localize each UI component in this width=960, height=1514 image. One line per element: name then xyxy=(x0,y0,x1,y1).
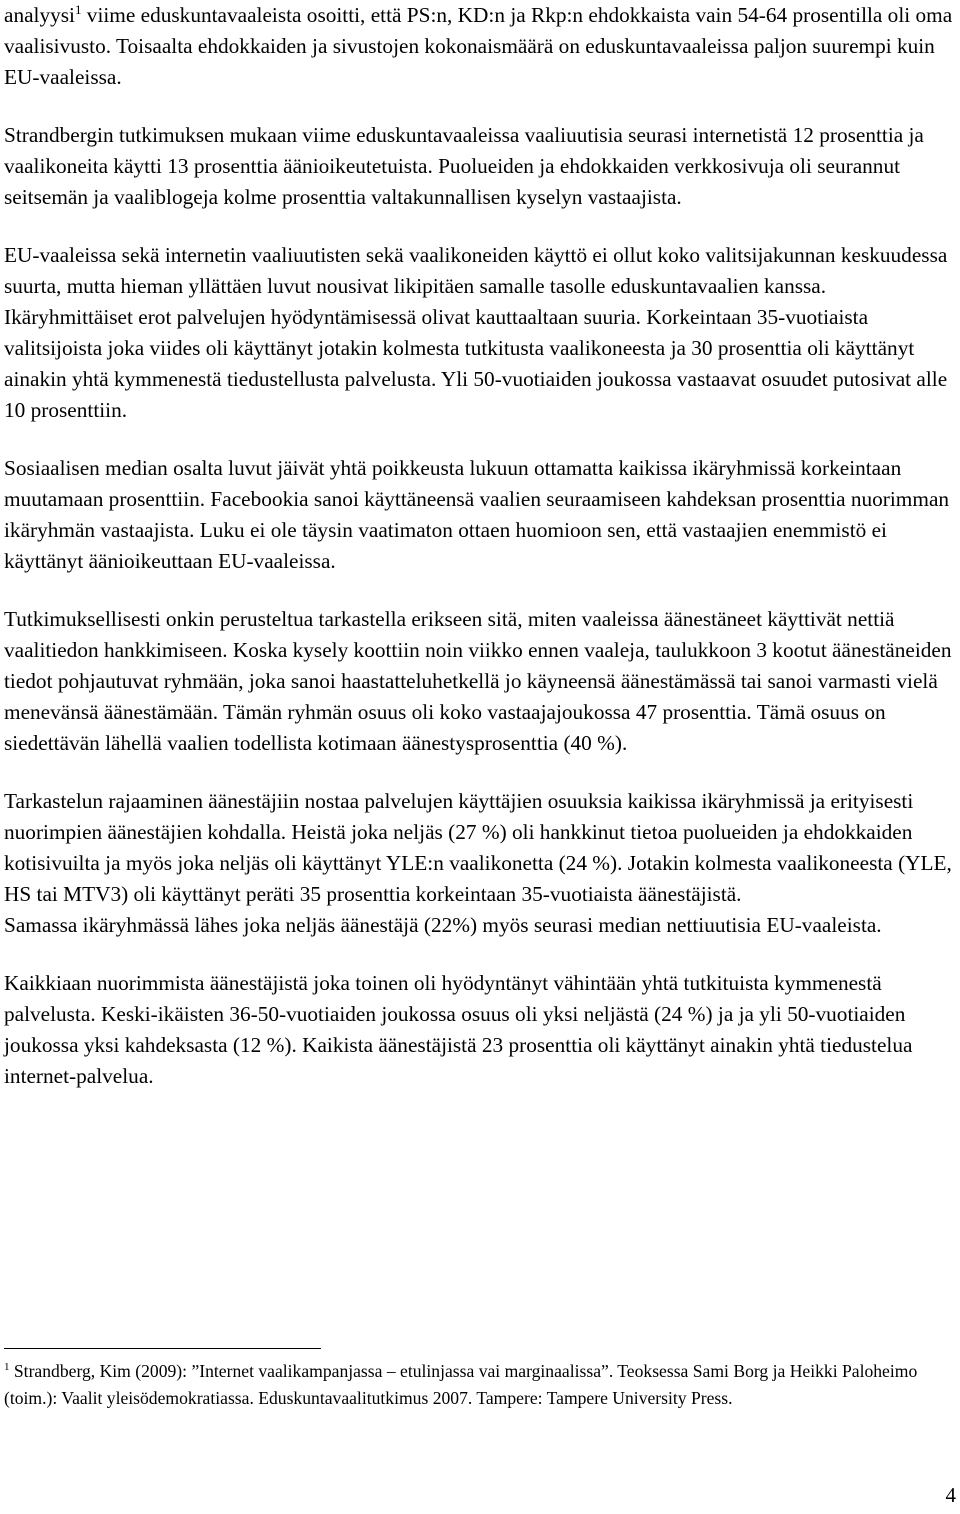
paragraph-7: Samassa ikäryhmässä lähes joka neljäs äänestäjä (22%) myös seurasi median nettiuutisia EU-vaaleista. xyxy=(4,913,882,937)
paragraph-6: Tarkastelun rajaaminen äänestäjiin nostaa palvelujen käyttäjien osuuksia kaikissa ikäryhmissä ja erityisesti nuorimpien äänestäjien kohdalla. Heistä joka neljäs (27 %) oli hankkinut tietoa puolueiden ja ehdokkaiden kotisivuilta ja myös joka neljäs oli käyttänyt YLE:n vaalikonetta (24 %). Jotakin kolmesta vaalikoneesta (YLE, HS tai MTV3) oli käyttänyt peräti 35 prosenttia korkeintaan 35-vuotiaista äänestäjistä. xyxy=(4,789,952,906)
footnote-separator xyxy=(4,1348,321,1349)
body-text xyxy=(4,0,958,1119)
paragraph-3: EU-vaaleissa sekä internetin vaaliuutisten sekä vaalikoneiden käyttö ei ollut koko valitsijakunnan keskuudessa suurta, mutta hieman yllättäen luvut nousivat likipitäen samalle tasolle eduskuntavaalien kanssa. Ikäryhmittäiset erot palvelujen hyödyntämisessä olivat kauttaaltaan suuria. Korkeintaan 35-vuotiaista valitsijoista joka viides oli käyttänyt jotakin kolmesta tutkitusta vaalikoneesta ja 30 prosenttia oli käyttänyt ainakin yhtä kymmenestä tiedustellusta palvelusta. Yli 50-vuotiaiden joukossa vastaavat osuudet putosivat alle 10 prosenttiin. xyxy=(4,243,948,422)
paragraph-1 xyxy=(4,0,958,93)
footnote-reference: 1 xyxy=(74,1,82,17)
paragraph-8: Kaikkiaan nuorimmista äänestäjistä joka toinen oli hyödyntänyt vähintään yhtä tutkituista kymmenestä palvelusta. Keski-ikäisten 36-50-vuotiaiden joukossa osuus oli yksi neljästä (24 %) ja ja yli 50-vuotiaiden joukossa yksi kahdeksasta (12 %). Kaikista äänestäjistä 23 prosenttia oli käyttänyt ainakin yhtä tiedustelua internet-palvelua. xyxy=(4,971,913,1088)
footnote xyxy=(4,1358,954,1412)
paragraph-5: Tutkimuksellisesti onkin perusteltua tarkastella erikseen sitä, miten vaaleissa äänestäneet käyttivät nettiä vaalitiedon hankkimiseen. Koska kysely koottiin noin viikko ennen vaaleja, taulukkoon 3 kootut äänestäneiden tiedot pohjautuvat ryhmään, joka sanoi haastatteluhetkellä jo käyneensä äänestämässä tai sanoi varmasti vielä menevänsä äänestämään. Tämän ryhmän osuus oli koko vastaajajoukossa 47 prosenttia. Tämä osuus on siedettävän lähellä vaalien todellista kotimaan äänestysprosenttia (40 %). xyxy=(4,607,952,755)
paragraph-1-lead: analyysi xyxy=(4,3,75,27)
paragraph-1-text: viime eduskuntavaaleista osoitti, että PS:n, KD:n ja Rkp:n ehdokkaista vain 54-64 prosentilla oli oma vaalisivusto. Toisaalta ehdokkaiden ja sivustojen kokonaismäärä on eduskuntavaaleissa paljon suurempi kuin EU-vaaleissa. xyxy=(4,3,953,89)
page-number: 4 xyxy=(945,1483,956,1507)
paragraph-2: Strandbergin tutkimuksen mukaan viime eduskuntavaaleissa vaaliuutisia seurasi internetistä 12 prosenttia ja vaalikoneita käytti 13 prosenttia äänioikeutetuista. Puolueiden ja ehdokkaiden verkkosivuja oli seurannut seitsemän ja vaaliblogeja kolme prosenttia valtakunnallisen kyselyn vastaajista. xyxy=(4,123,924,209)
paragraph-4: Sosiaalisen median osalta luvut jäivät yhtä poikkeusta lukuun ottamatta kaikissa ikäryhmissä korkeintaan muutamaan prosenttiin. Facebookia sanoi käyttäneensä vaalien seuraamiseen kahdeksan prosenttia nuorimman ikäryhmän vastaajista. Luku ei ole täysin vaatimaton ottaen huomioon sen, että vastaajien enemmistö ei käyttänyt äänioikeuttaan EU-vaaleissa. xyxy=(4,456,950,573)
footnote-marker: 1 xyxy=(4,1361,10,1374)
footnote-text: Strandberg, Kim (2009): ”Internet vaalikampanjassa – etulinjassa vai marginaalissa”. Teoksessa Sami Borg ja Heikki Paloheimo (toim.): Vaalit yleisödemokratiassa. Eduskuntavaalitutkimus 2007. Tampere: Tampere University Press. xyxy=(4,1361,918,1408)
